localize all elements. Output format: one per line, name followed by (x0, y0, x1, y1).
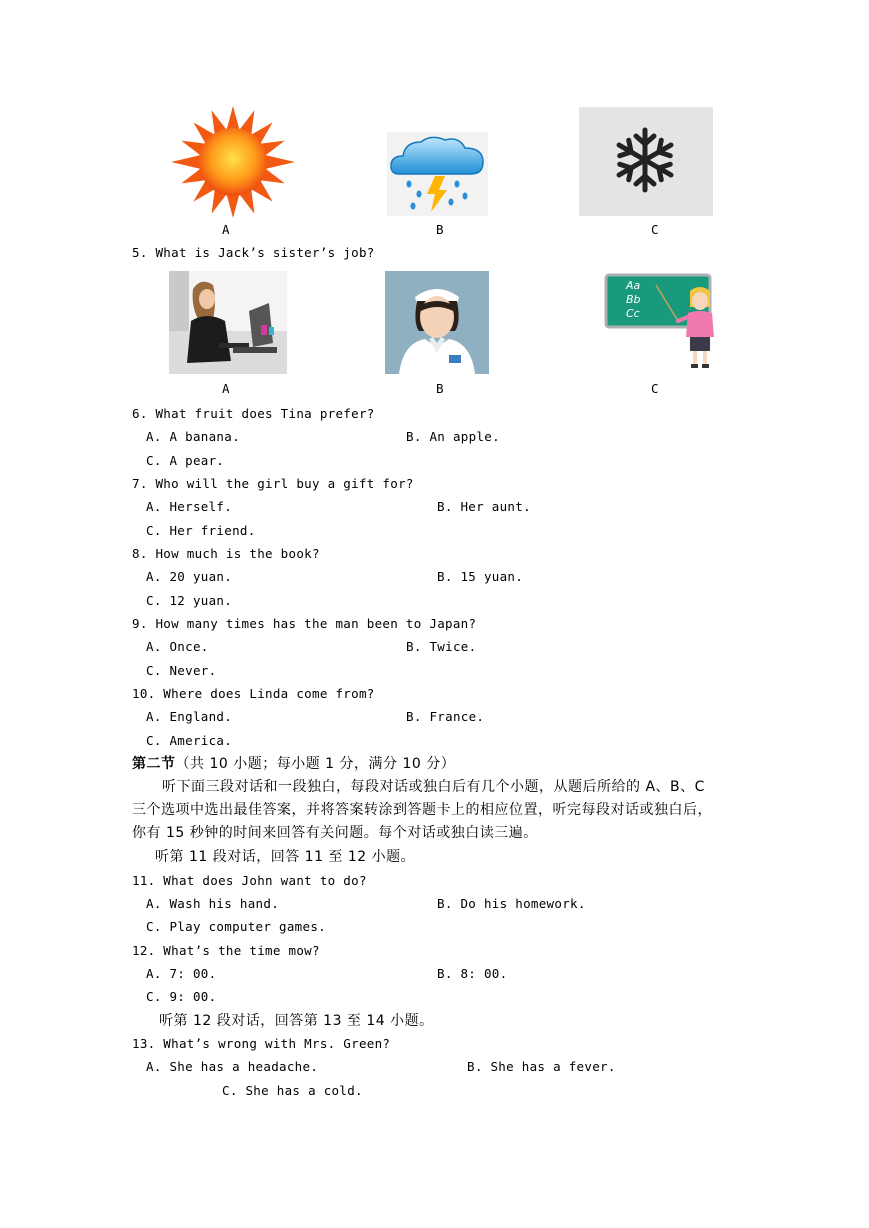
q11-question: 11. What does John want to do? (132, 873, 367, 888)
teacher-image (596, 271, 726, 374)
q7-option-c: C. Her friend. (146, 523, 256, 538)
board-line-3: Cc (626, 307, 640, 320)
q8-option-b: B. 15 yuan. (437, 569, 524, 584)
q7-option-a: A. Herself. (146, 499, 233, 514)
q6-option-c: C. A pear. (146, 453, 225, 468)
q12-option-c: C. 9: 00. (146, 989, 217, 1004)
dialog-12-instruction: 听第 12 段对话，回答第 13 至 14 小题。 (159, 1013, 434, 1029)
q7-question: 7. Who will the girl buy a gift for? (132, 476, 414, 491)
q4-label-c: C (651, 222, 659, 237)
q8-question: 8. How much is the book? (132, 546, 320, 561)
q9-option-a: A. Once. (146, 639, 209, 654)
q8-option-a: A. 20 yuan. (146, 569, 233, 584)
dialog-11-instruction: 听第 11 段对话，回答 11 至 12 小题。 (155, 849, 416, 865)
q5-label-a: A (222, 381, 230, 396)
office-worker-image (169, 271, 287, 374)
snowflake-image (579, 107, 713, 216)
section2-heading (132, 756, 455, 772)
q5-question: 5. What is Jack’s sister’s job? (132, 245, 375, 260)
q8-option-c: C. 12 yuan. (146, 593, 233, 608)
q5-label-c: C (651, 381, 659, 396)
section2-title: 第二节 (132, 756, 176, 772)
board-line-2: Bb (626, 293, 641, 306)
thunderstorm-cloud-image (387, 132, 488, 216)
q13-option-c: C. She has a cold. (222, 1083, 363, 1098)
q12-option-a: A. 7: 00. (146, 966, 217, 981)
section2-instruction-line-2: 三个选项中选出最佳答案，并将答案转涂到答题卡上的相应位置，听完每段对话或独白后， (132, 802, 712, 818)
q13-option-a: A. She has a headache. (146, 1059, 319, 1074)
nurse-image (385, 271, 489, 374)
q11-option-c: C. Play computer games. (146, 919, 326, 934)
q11-option-b: B. Do his homework. (437, 896, 586, 911)
section2-instruction-line-1: 听下面三段对话和一段独白，每段对话或独白后有几个小题，从题后所给的 A、B、C (162, 779, 705, 795)
q4-label-a: A (222, 222, 230, 237)
q6-option-a: A. A banana. (146, 429, 240, 444)
q6-option-b: B. An apple. (406, 429, 500, 444)
q13-question: 13. What’s wrong with Mrs. Green? (132, 1036, 391, 1051)
q10-option-b: B. France. (406, 709, 485, 724)
q9-option-b: B. Twice. (406, 639, 477, 654)
q9-question: 9. How many times has the man been to Japan? (132, 616, 477, 631)
q12-question: 12. What’s the time mow? (132, 943, 320, 958)
section2-instruction-line-3: 你有 15 秒钟的时间来回答有关问题。每个对话或独白读三遍。 (132, 825, 538, 841)
q11-option-a: A. Wash his hand. (146, 896, 280, 911)
board-line-1: Aa (626, 279, 641, 292)
q10-option-c: C. America. (146, 733, 233, 748)
q13-option-b: B. She has a fever. (467, 1059, 616, 1074)
q7-option-b: B. Her aunt. (437, 499, 531, 514)
q9-option-c: C. Never. (146, 663, 217, 678)
q4-label-b: B (436, 222, 444, 237)
q10-option-a: A. England. (146, 709, 233, 724)
sun-image (168, 106, 298, 218)
q12-option-b: B. 8: 00. (437, 966, 508, 981)
q10-question: 10. Where does Linda come from? (132, 686, 375, 701)
section2-note: （共 10 小题；每小题 1 分，满分 10 分） (175, 756, 456, 772)
q6-question: 6. What fruit does Tina prefer? (132, 406, 375, 421)
q5-label-b: B (436, 381, 444, 396)
